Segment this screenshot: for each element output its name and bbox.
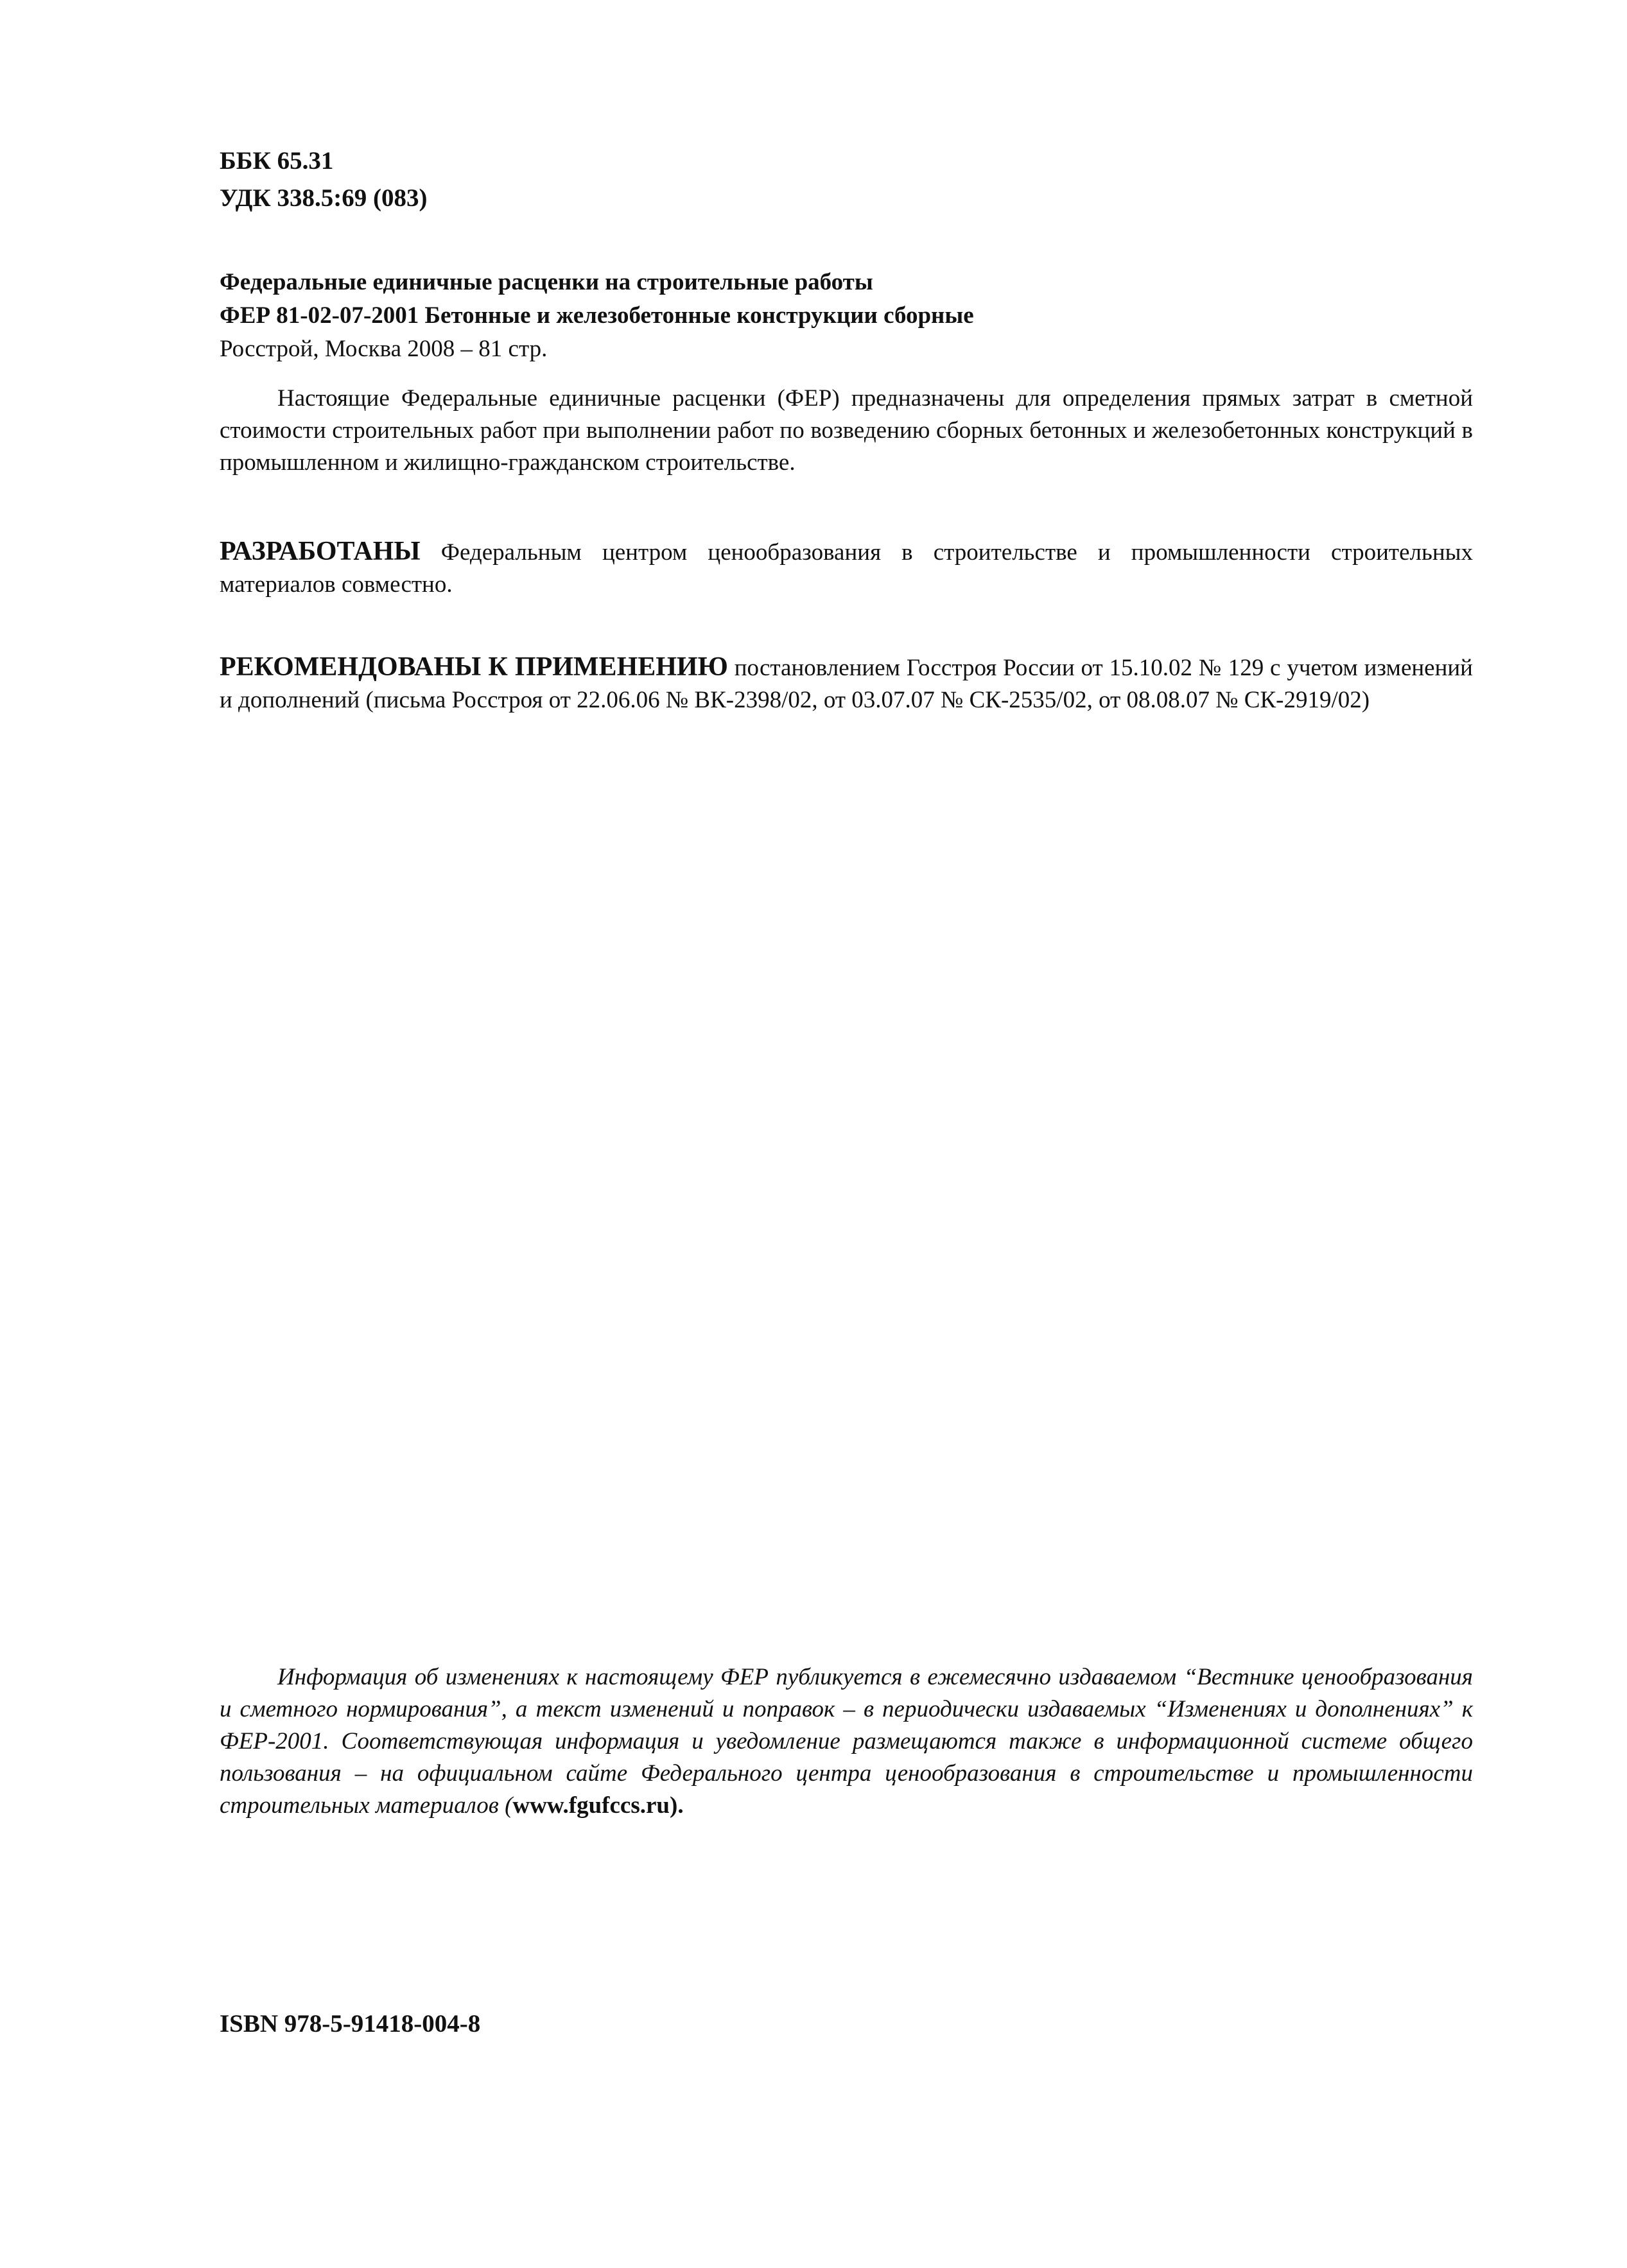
intro-paragraph: Настоящие Федеральные единичные расценки (ФЕР) предназначены для определения прямых затрат в сметной стоимости строительных работ при выполнении работ по возведению сборных бетонных и железобетонных конструкций в промышленном и жилищно-гражданском строительстве.	[220, 385, 1473, 476]
website-link[interactable]: www.fgufccs.ru	[512, 1792, 670, 1819]
recommended-paragraph	[220, 651, 1473, 716]
udk-code: УДК 338.5:69 (083)	[220, 184, 428, 212]
info-text: Информация об изменениях к настоящему ФЕР публикуется в ежемесячно издаваемом “Вестнике ценообразования и сметного нормирования”, а текст изменений и поправок – в периодически издаваемых “Изменениях и дополнениях” к ФЕР-2001. Соответствующая информация и уведомление размещаются также в информационной системе общего пользования – на официальном сайте Федерального центра ценообразования в строительстве и промышленности строительных материалов (	[220, 1664, 1473, 1819]
title-block	[220, 266, 1473, 366]
developed-text: Федеральным центром ценообразования в строительстве и промышленности строительных материалов совместно.	[220, 539, 1473, 598]
document-title: Федеральные единичные расценки на строительные работы	[220, 269, 873, 295]
developed-paragraph	[220, 535, 1473, 601]
recommended-text: постановлением Госстроя России от 15.10.02 № 129 с учетом изменений и дополнений (письма Росстроя от 22.06.06 № ВК-2398/02, от 03.07.07 № СК-2535/02, от 08.08.07 № СК-2919/02)	[220, 655, 1473, 713]
recommended-lead: РЕКОМЕНДОВАНЫ К ПРИМЕНЕНИЮ	[220, 652, 728, 682]
publisher-line: Росстрой, Москва 2008 – 81 стр.	[220, 336, 548, 362]
document-subtitle: ФЕР 81-02-07-2001 Бетонные и железобетонные конструкции сборные	[220, 302, 974, 329]
isbn: ISBN 978-5-91418-004-8	[220, 2010, 481, 2038]
bbk-code: ББК 65.31	[220, 147, 334, 175]
developed-lead: РАЗРАБОТАНЫ	[220, 537, 421, 566]
info-tail: ).	[670, 1792, 684, 1819]
classification-codes	[220, 143, 1473, 217]
info-paragraph	[220, 1661, 1473, 1822]
